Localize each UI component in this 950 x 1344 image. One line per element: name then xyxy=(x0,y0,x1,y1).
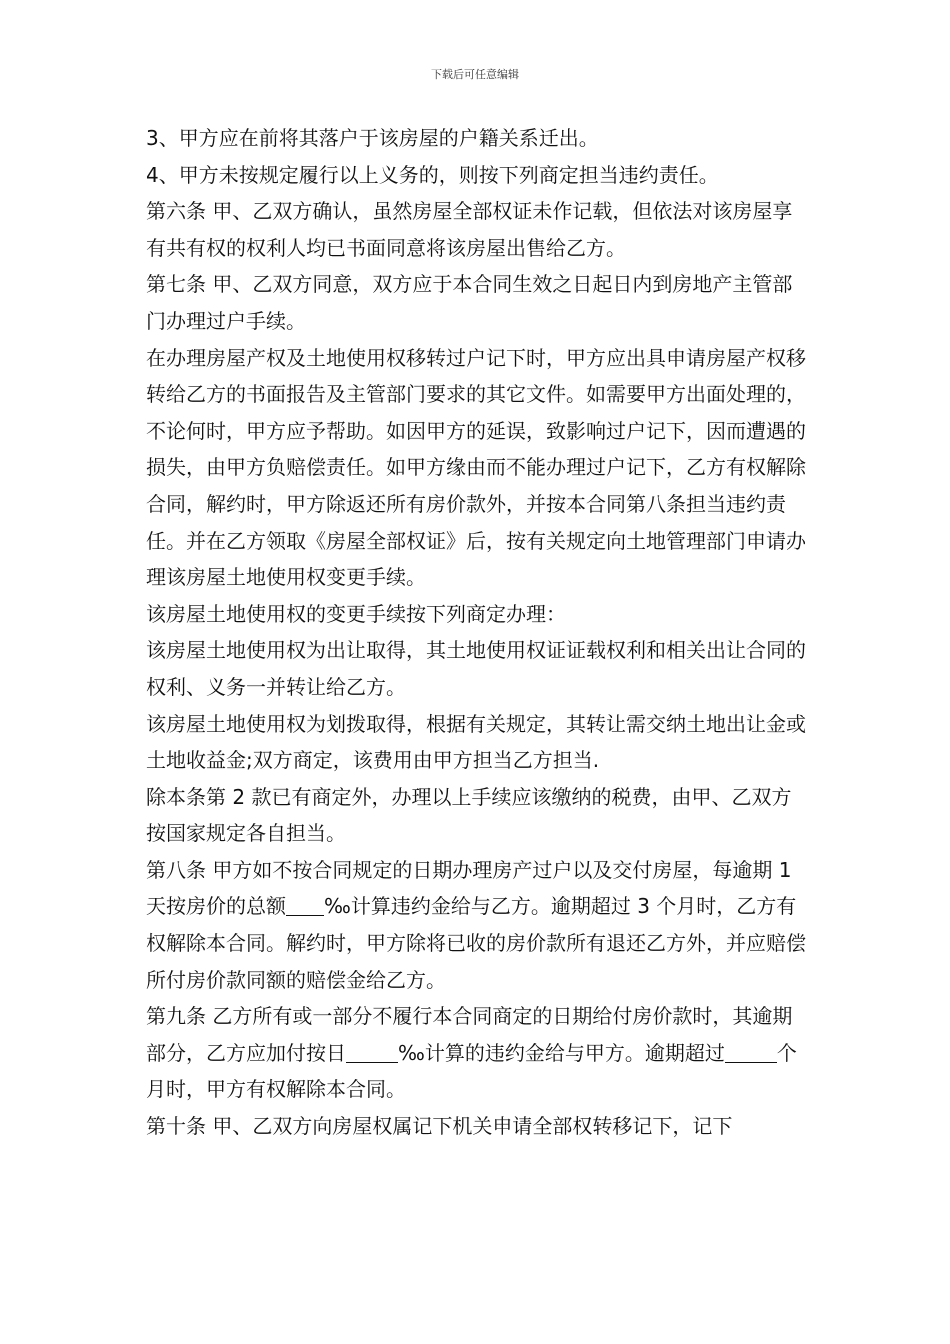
paragraph-clause-3: 3、甲方应在前将其落户于该房屋的户籍关系迁出。 xyxy=(146,126,599,150)
fill-blank xyxy=(725,1042,777,1063)
paragraph-article-9 xyxy=(146,998,811,1108)
article-9-part-c: 个月时，甲方有权解除本合同。 xyxy=(146,1040,797,1102)
document-body xyxy=(146,120,811,1145)
article-8-part-a: 第八条 甲方如不按合同规定的日期办理房产过户以及交付房屋，每逾期 1 天按房价的总额 xyxy=(146,857,792,919)
paragraph-land-use-change: 该房屋土地使用权的变更手续按下列商定办理： xyxy=(146,601,566,626)
article-9-part-b: ‰计算的违约金给与甲方。逾期超过 xyxy=(398,1040,725,1065)
paragraph-article-10: 第十条 甲、乙双方向房屋权属记下机关申请全部权转移记下，记下 xyxy=(146,1114,733,1139)
paragraph-land-transfer: 该房屋土地使用权为出让取得，其土地使用权证证载权利和相关出让合同的权利、义务一并转让给乙方。 xyxy=(146,638,806,699)
paragraph-article-6: 第六条 甲、乙双方确认，虽然房屋全部权证未作记载，但依法对该房屋享有共有权的权利人均已书面同意将该房屋出售给乙方。 xyxy=(146,199,793,260)
paragraph-article-7: 第七条 甲、乙双方同意，双方应于本合同生效之日起日内到房地产主管部门办理过户手续。 xyxy=(146,272,793,333)
fill-blank xyxy=(346,1042,398,1063)
page-header: 下载后可任意编辑 xyxy=(431,68,519,81)
paragraph-land-allocation: 该房屋土地使用权为划拨取得，根据有关规定，其转让需交纳土地出让金或土地收益金;双方商定，该费用由甲方担当乙方担当. xyxy=(146,711,806,773)
paragraph-transfer-registration: 在办理房屋产权及土地使用权移转过户记下时，甲方应出具申请房屋产权移转给乙方的书面报告及主管部门要求的其它文件。如需要甲方出面处理的，不论何时，甲方应予帮助。如因甲方的延误，致影响过户记下，因而遭遇的损失，由甲方负赔偿责任。如甲方缘由而不能办理过户记下，乙方有权解除合同，解约时，甲方除返还所有房价款外，并按本合同第八条担当违约责任。并在乙方领取《房屋全部权证》后，按有关规定向土地管理部门申请办理该房屋土地使用权变更手续。 xyxy=(146,345,806,590)
paragraph-clause-4: 4、甲方未按规定履行以上义务的，则按下列商定担当违约责任。 xyxy=(146,162,719,187)
fill-blank xyxy=(286,895,324,916)
article-8-part-b: ‰计算违约金给与乙方。逾期超过 3 个月时，乙方有权解除本合同。解约时，甲方除将已收的房价款所有退还乙方外，并应赔偿所付房价款同额的赔偿金给乙方。 xyxy=(146,894,806,992)
paragraph-article-8 xyxy=(146,852,811,998)
article-9-part-a: 第九条 乙方所有或一部分不履行本合同商定的日期给付房价款时，其逾期部分，乙方应加付按日 xyxy=(146,1004,793,1065)
paragraph-taxes: 除本条第 2 款已有商定外，办理以上手续应该缴纳的税费，由甲、乙双方按国家规定各自担当。 xyxy=(146,784,792,846)
